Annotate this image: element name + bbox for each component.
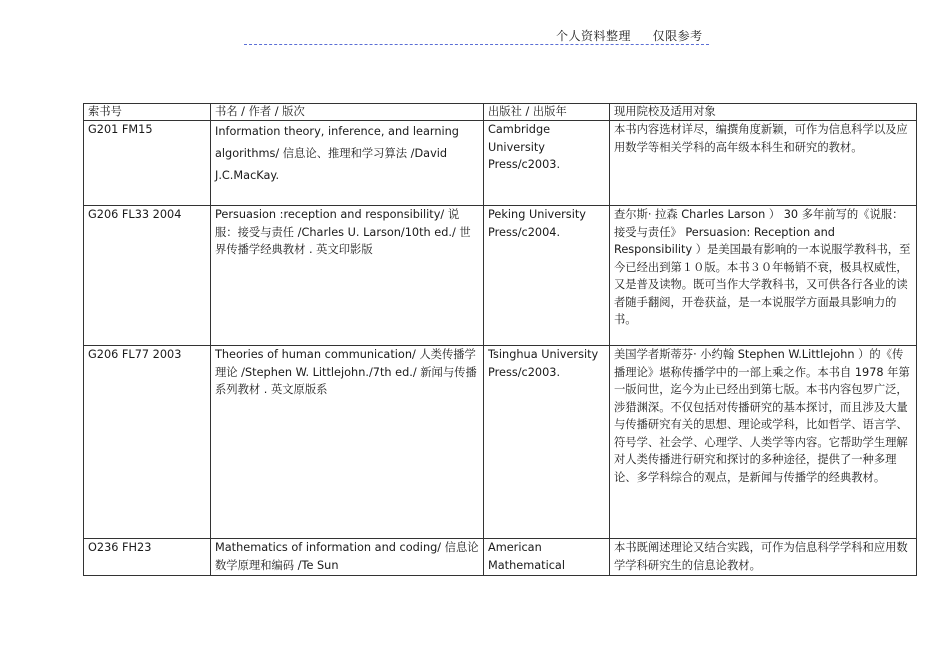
table-row (84, 346, 917, 539)
title-cell: Mathematics of information and coding/ 信息论数学原理和编码 /Te Sun (211, 539, 484, 576)
header-dashed-rule (244, 44, 709, 45)
table-row (84, 206, 917, 346)
title-cell: Theories of human communication/ 人类传播学理论 /Stephen W. Littlejohn./7th ed./ 新闻与传播系列教材 . 英文原版系 (211, 346, 484, 539)
table-row (84, 121, 917, 206)
column-header-publisher-year: 出版社 / 出版年 (484, 104, 610, 121)
table-header-row (84, 104, 917, 121)
usage-cell: 本书既阐述理论又结合实践，可作为信息科学学科和应用数学学科研究生的信息论教材。 (610, 539, 917, 576)
column-header-usage: 现用院校及适用对象 (610, 104, 917, 121)
usage-cell: 查尔斯· 拉森 Charles Larson ） 30 多年前写的《说服：接受与责任》 Persuasion: Reception and Responsibility ）是美国最有影响的一本说服学教科书，至今已经出到第１０版。本书３０年畅销不衰，极具权威性，又是普及读物。既可当作大学教科书，又可供各行各业的读者随手翻阅，开卷获益，是一本说服学方面最具影响力的书。 (610, 206, 917, 346)
call-number-cell: G206 FL77 2003 (84, 346, 211, 539)
table-row (84, 539, 917, 576)
publisher-cell: American Mathematical (484, 539, 610, 576)
column-header-call-number: 索书号 (84, 104, 211, 121)
catalog-table (83, 103, 917, 576)
header-note: 个人资料整理 仅限参考 (556, 29, 703, 43)
usage-cell: 本书内容选材详尽，编撰角度新颖，可作为信息科学以及应用数学等相关学科的高年级本科生和研究的教材。 (610, 121, 917, 206)
column-header-title-author-edition: 书名 / 作者 / 版次 (211, 104, 484, 121)
publisher-cell: Cambridge University Press/c2003. (484, 121, 610, 206)
title-cell: Information theory, inference, and learning algorithms/ 信息论、推理和学习算法 /David J.C.MacKay. (211, 121, 484, 206)
publisher-cell: Peking University Press/c2004. (484, 206, 610, 346)
call-number-cell: O236 FH23 (84, 539, 211, 576)
call-number-cell: G201 FM15 (84, 121, 211, 206)
title-cell: Persuasion :reception and responsibility/ 说服：接受与责任 /Charles U. Larson/10th ed./ 世界传播学经典教材 . 英文印影版 (211, 206, 484, 346)
publisher-cell: Tsinghua University Press/c2003. (484, 346, 610, 539)
usage-cell: 美国学者斯蒂芬· 小约翰 Stephen W.Littlejohn ）的《传播理论》堪称传播学中的一部上乘之作。本书自 1978 年第一版问世，迄今为止已经出到第七版。本书内容包罗广泛，涉猎渊深。不仅包括对传播研究的基本探讨，而且涉及大量与传播研究有关的思想、理论或学科，比如哲学、语言学、符号学、社会学、心理学、人类学等内容。它帮助学生理解对人类传播进行研究和探讨的多种途径，提供了一种多理论、多学科综合的观点，是新闻与传播学的经典教材。 (610, 346, 917, 539)
call-number-cell: G206 FL33 2004 (84, 206, 211, 346)
